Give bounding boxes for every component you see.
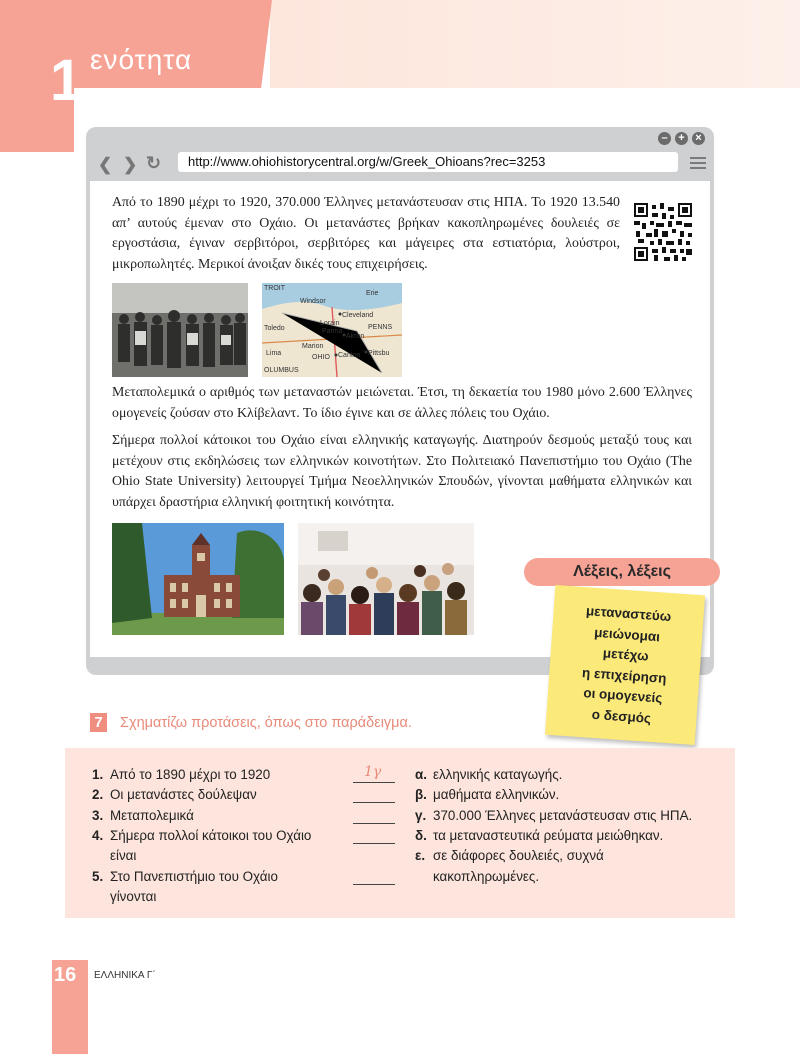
example-answer: 1γ (364, 764, 382, 780)
map-label: Erie (366, 290, 379, 297)
left-item: 1. Από το 1890 μέχρι το 1920 (92, 767, 271, 782)
left-item: 4. Σήμερα πολλοί κάτοικοι του Οχάιο (92, 828, 312, 843)
right-item: γ. 370.000 Έλληνες μετανάστευσαν στις ΗΠΑ. (415, 808, 693, 823)
right-item: α. ελληνικής καταγωγής. (415, 767, 563, 782)
left-item-continuation: είναι (110, 848, 137, 863)
map-label: TROIT (264, 285, 285, 292)
refresh-icon[interactable]: ↻ (146, 153, 162, 173)
book-title: ΕΛΛΗΝΙΚΑ Γ΄ (94, 970, 156, 981)
right-item: β. μαθήματα ελληνικών. (415, 787, 560, 802)
sticky-note (545, 585, 705, 745)
answer-blank[interactable] (353, 870, 395, 885)
right-item: ε. σε διάφορες δουλειές, συχνά (415, 848, 604, 863)
map-label: Marion (302, 343, 324, 350)
map-label: Lima (266, 350, 282, 357)
exercise-title: Σχηματίζω προτάσεις, όπως στο παράδειγμα. (120, 715, 412, 731)
back-arrow-icon[interactable]: ❮ (98, 155, 113, 174)
chapter-title: ενότητα (90, 44, 193, 75)
map-label: Pittsbu (368, 350, 390, 357)
map-label: Akron (346, 333, 365, 340)
vocab-word: ο δεσμός (591, 706, 652, 726)
audience-photo (298, 523, 474, 635)
map-label: OHIO (312, 354, 330, 361)
map-label: Toledo (264, 325, 285, 332)
left-item: 3. Μεταπολεμικά (92, 808, 194, 823)
left-item-continuation: γίνονται (110, 889, 157, 904)
answer-blank[interactable] (353, 829, 395, 844)
vocab-word: οι ομογενείς (582, 685, 663, 706)
right-item: δ. τα μεταναστευτικά ρεύματα μειώθηκαν. (415, 828, 664, 843)
address-bar[interactable]: http://www.ohiohistorycentral.org/w/Greek_Ohioans?rec=3253 (178, 152, 678, 172)
page-number: 16 (54, 964, 77, 986)
header-band (270, 0, 800, 88)
answer-blank[interactable] (353, 809, 395, 824)
right-item-continuation: κακοπληρωμένες. (433, 869, 540, 884)
map-label: OLUMBUS (264, 367, 299, 374)
words-box-title: Λέξεις, λέξεις (524, 558, 720, 586)
hamburger-menu-icon[interactable] (690, 157, 706, 172)
maximize-icon[interactable]: + (675, 132, 688, 145)
left-item: 5. Στο Πανεπιστήμιο του Οχάιο (92, 869, 278, 884)
paragraph-3: Σήμερα πολλοί κάτοικοι του Οχάιο είναι ελληνικής καταγωγής. Διατηρούν δεσμούς μεταξύ τους και μετέχουν στις εκδηλώσεις των ελληνικών κοινοτήτων. Στο Πολιτειακό Πανεπιστήμιο του Οχάιο (The Ohio State University) λειτουργεί Τμήμα Νεοελληνικών Σπουδών, γίνονται μαθήματα ελληνικών και υπάρχει δραστήρια ελληνική φοιτητική κοινότητα. (112, 433, 692, 510)
historic-immigrants-photo (112, 283, 248, 377)
forward-arrow-icon[interactable]: ❯ (123, 155, 138, 174)
map-label: Cleveland (342, 312, 374, 319)
left-item: 2. Οι μετανάστες δούλεψαν (92, 787, 257, 802)
map-label: Lorain (320, 320, 340, 327)
map-label: Parma (322, 328, 343, 335)
map-label: Canton (338, 352, 361, 359)
vocab-word: μειώνομαι (593, 624, 661, 644)
vocab-word: μεταναστεύω (585, 603, 672, 625)
paragraph-1: Από το 1890 μέχρι το 1920, 370.000 Έλληνες μετανάστευσαν στις ΗΠΑ. Το 1920 13.540 απ’ αυτούς έμεναν στο Οχάιο. Οι μετανάστες βρήκαν κακοπληρωμένες δουλειές σε εργοστάσια, έγιναν σερβιτόροι, σερβιτόρες και μάγειρες στα εστιατόρια, λούστροι, μικροπωλητές. Μερικοί άνοιξαν δικές τους επιχειρήσεις. (112, 195, 620, 272)
qr-code-icon (634, 203, 692, 261)
minimize-icon[interactable]: – (658, 132, 671, 145)
chapter-number: 1 (50, 48, 83, 113)
university-photo (112, 523, 284, 635)
map-label: PENNS (368, 324, 393, 331)
map-label: Windsor (300, 298, 326, 305)
answer-blank[interactable] (353, 788, 395, 803)
paragraph-2: Μεταπολεμικά ο αριθμός των μεταναστών μειώνεται. Έτσι, τη δεκαετία του 1980 μόνο 2.600 Έλληνες ομογενείς ζούσαν στο Κλίβελαντ. Το ίδιο έγινε και σε άλλες πόλεις του Οχάιο. (112, 385, 692, 421)
exercise-number: 7 (90, 713, 107, 732)
vocab-word: μετέχω (602, 645, 650, 664)
close-icon[interactable]: × (692, 132, 705, 145)
ohio-map-image (262, 283, 402, 377)
vocab-word: η επιχείρηση (581, 664, 667, 686)
